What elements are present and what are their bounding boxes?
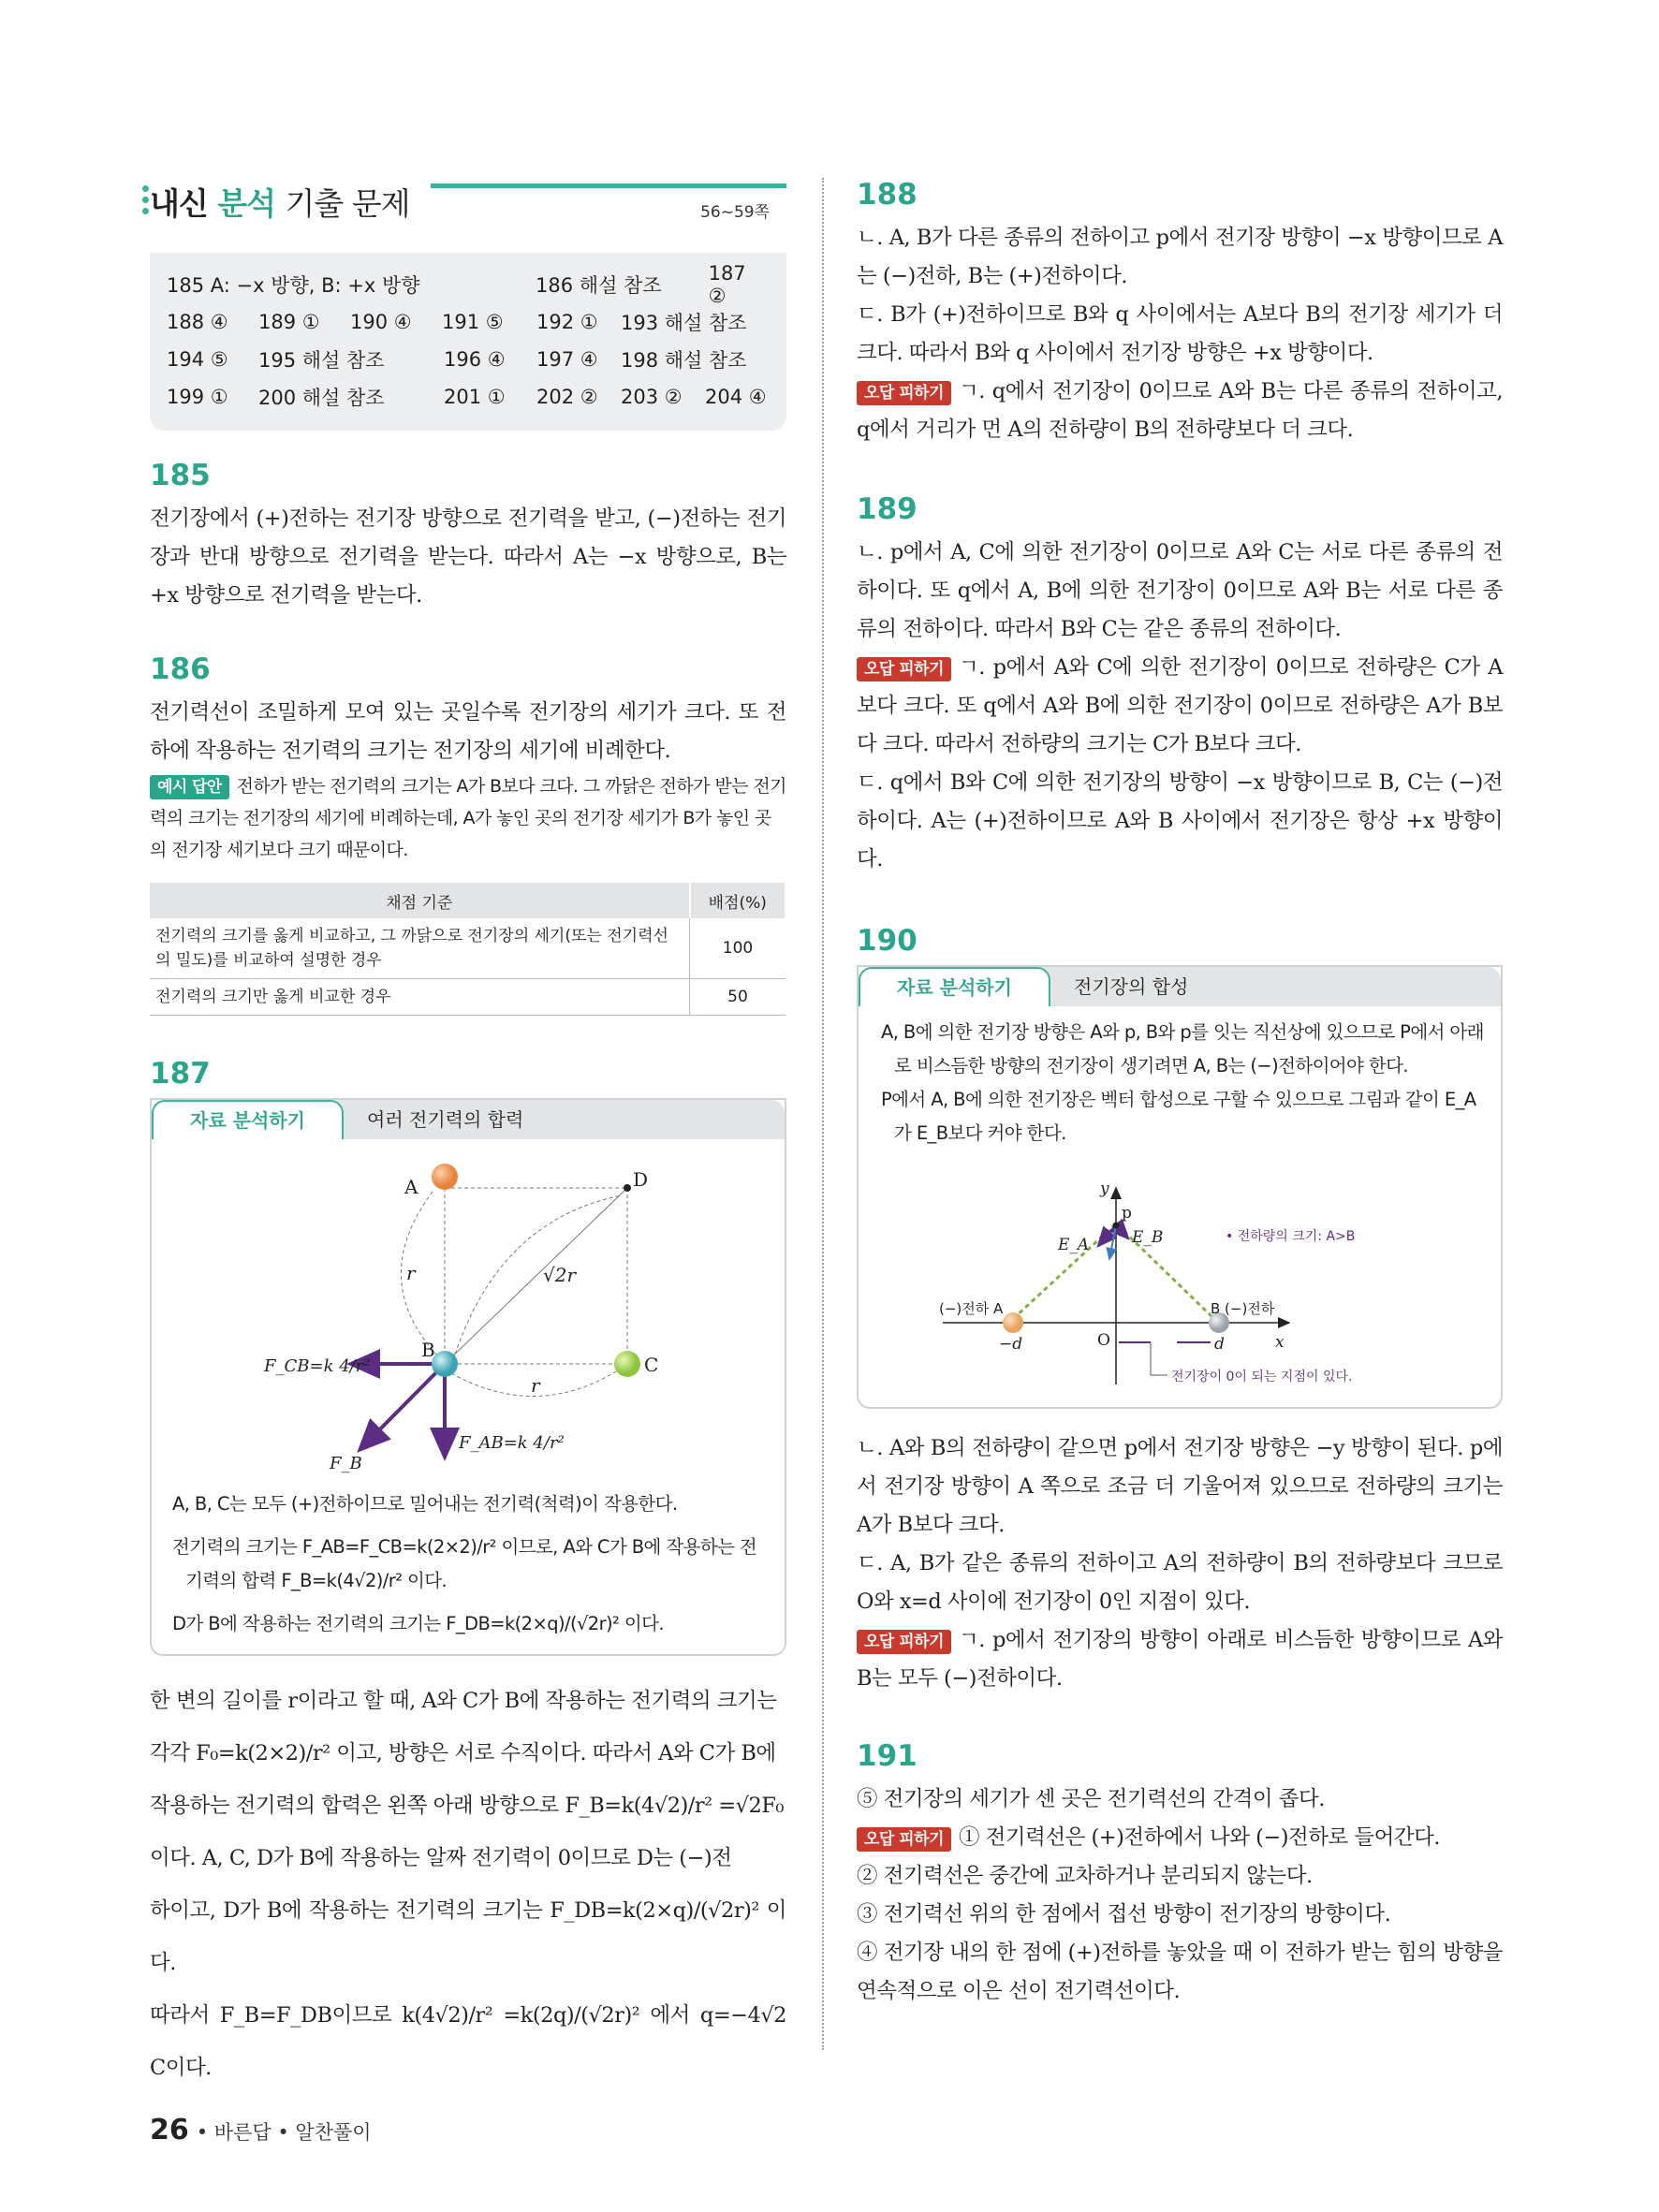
answer-item: 201 ① [444, 386, 506, 408]
answer-item: 187 ② [708, 262, 746, 307]
answer-item: 194 ⑤ [167, 348, 228, 371]
label-eb: E_B [1132, 1228, 1164, 1247]
answer-item: 186 해설 참조 [536, 274, 662, 297]
solution-line: 각각 F₀=k(2×2)/r² 이고, 방향은 서로 수직이다. 따라서 A와 C가 B에 [150, 1741, 776, 1765]
right-column [857, 178, 1503, 2011]
question-number-186: 186 [150, 652, 211, 686]
page-footer [150, 2114, 372, 2146]
field-diagram [859, 1150, 1501, 1403]
charge-c [614, 1351, 640, 1377]
q190-solution [857, 1429, 1503, 1698]
answer-row [167, 378, 770, 416]
column-divider [822, 178, 824, 2050]
q190-analysis-box [857, 965, 1503, 1409]
solution-line: 작용하는 전기력의 합력은 왼쪽 아래 방향으로 F_B=k(4√2)/r² =√2F₀ [150, 1794, 784, 1818]
force-b-arrow [360, 1364, 445, 1450]
label-fab: F_AB=k 4/r² [459, 1433, 565, 1453]
label-r: r [531, 1374, 540, 1397]
q187-bullets [152, 1480, 785, 1654]
question-number-185: 185 [150, 459, 211, 492]
answer-item: 185 A: −x 방향, B: +x 방향 [167, 274, 420, 297]
answer-row [167, 262, 770, 307]
charge-a [432, 1164, 458, 1190]
q189-line: ㄷ. q에서 B와 C에 의한 전기장의 방향이 −x 방향이므로 B, C는 (−)전하이다. A는 (+)전하이므로 A와 B 사이에서 전기장은 항상 +x 방향이다. [857, 770, 1503, 872]
label-neg-d: −d [999, 1335, 1023, 1354]
grading-score-cell: 50 [690, 979, 786, 1016]
q187-analysis-box [150, 1098, 786, 1656]
q191-line: ② 전기력선은 중간에 교차하거나 분리되지 않는다. [857, 1864, 1313, 1888]
label-d: D [633, 1168, 649, 1191]
note-charge-size: • 전하량의 크기: A>B [1226, 1229, 1356, 1244]
answer-item: 192 ① [536, 311, 598, 333]
question-number-191: 191 [857, 1739, 918, 1773]
grading-header-score: 배점(%) [690, 883, 786, 918]
label-x: x [1275, 1333, 1285, 1352]
q189-wrong [857, 649, 1503, 764]
answer-item: 190 ④ [350, 311, 412, 333]
table-row [150, 918, 785, 979]
page-range: 56~59쪽 [700, 203, 770, 222]
section-header [150, 178, 786, 253]
analysis-tabs [152, 1100, 785, 1139]
answer-item: 202 ② [536, 386, 598, 408]
label-fcb: F_CB=k 4/r² [264, 1356, 371, 1376]
point-p [1113, 1223, 1120, 1229]
label-r: r [406, 1262, 416, 1284]
label-charge-b: B (−)전하 [1211, 1300, 1275, 1317]
solution-line: 이다. A, C, D가 B에 작용하는 알짜 전기력이 0이므로 D는 (−)전 [150, 1846, 732, 1870]
label-p: p [1122, 1204, 1132, 1223]
wrong-avoid-badge: 오답 피하기 [857, 1827, 951, 1852]
question-number-190: 190 [857, 924, 918, 958]
grading-table [150, 883, 786, 1016]
analysis-tab: 자료 분석하기 [152, 1100, 344, 1139]
answer-item: 197 ④ [536, 348, 598, 371]
analysis-bullet: A, B, C는 모두 (+)전하이므로 밀어내는 전기력(척력)이 작용한다. [172, 1493, 678, 1515]
q190-line: ㄱ. p에서 전기장의 방향이 아래로 비스듬한 방향이므로 A와 B는 모두 (−)전하이다. [857, 1628, 1503, 1691]
answer-item: 203 ② [621, 386, 683, 408]
analysis-bullet: 전기력의 크기는 F_AB=F_CB=k(2×2)/r² 이므로, A와 C가 B에 작용하는 전기력의 합력 F_B=k(4√2)/r² 이다. [172, 1536, 757, 1591]
wrong-avoid-badge: 오답 피하기 [857, 381, 951, 405]
analysis-tab: 자료 분석하기 [859, 967, 1050, 1006]
answer-item: 195 해설 참조 [258, 349, 385, 372]
q189-line: ㄱ. p에서 A와 C에 의한 전기장이 0이므로 전하량은 C가 A보다 크다. 또 q에서 A와 B에 의한 전기장이 0이므로 전하량은 A가 B보다 크다. 따라서 전하량의 크기는 C가 B보다 크다. [857, 655, 1503, 756]
grading-header-criteria: 채점 기준 [150, 883, 690, 918]
answer-item: 191 ⑤ [442, 311, 504, 333]
note-zero-field: 전기장이 0이 되는 지점이 있다. [1171, 1370, 1353, 1384]
page-number: 26 [150, 2114, 189, 2146]
analysis-bullet: A, B에 의한 전기장 방향은 A와 p, B와 p를 잇는 직선상에 있으므로 P에서 아래로 비스듬한 방향의 전기장이 생기려면 A, B는 (−)전하이어야 한다. [881, 1021, 1484, 1077]
q190-bullets [859, 1006, 1501, 1150]
answer-item: 196 ④ [444, 348, 506, 371]
q190-line: ㄷ. A, B가 같은 종류의 전하이고 A의 전하량이 B의 전하량보다 크므로 O와 x=d 사이에 전기장이 0인 지점이 있다. [857, 1551, 1503, 1614]
label-a: A [404, 1176, 418, 1198]
q191-line: ④ 전기장 내의 한 점에 (+)전하를 놓았을 때 이 전하가 받는 힘의 방향을 연속적으로 이은 선이 전기력선이다. [857, 1941, 1503, 2003]
label-d: d [1214, 1335, 1225, 1354]
section-title [150, 180, 410, 224]
answer-item: 188 ④ [167, 311, 228, 333]
label-sqrt2r: √2r [543, 1264, 577, 1286]
analysis-bullet: P에서 A, B에 의한 전기장은 벡터 합성으로 구할 수 있으므로 그림과 같이 E_A가 E_B보다 커야 한다. [881, 1089, 1476, 1144]
q188-line: ㄴ. A, B가 다른 종류의 전하이고 p에서 전기장 방향이 −x 방향이므로 A는 (−)전하, B는 (+)전하이다. [857, 226, 1503, 288]
diagonal-line [445, 1188, 627, 1364]
label-fb: F_B [330, 1454, 362, 1473]
q189-line: ㄴ. p에서 A, C에 의한 전기장이 0이므로 A와 C는 서로 다른 종류의 전하이다. 또 q에서 A, B에 의한 전기장이 0이므로 A와 B는 서로 다른 종류의 전하이다. 따라서 B와 C는 같은 종류의 전하이다. [857, 540, 1503, 641]
q190-wrong [857, 1621, 1503, 1698]
grading-score-cell: 100 [690, 918, 786, 979]
q190-line: ㄴ. A와 B의 전하량이 같으면 p에서 전기장 방향은 −y 방향이 된다. p에서 전기장 방향이 A 쪽으로 조금 더 기울어져 있으므로 전하량의 크기는 A가 B보다 크다. [857, 1436, 1503, 1537]
force-diagram [152, 1139, 785, 1476]
q188-line: ㄱ. q에서 전기장이 0이므로 A와 B는 다른 종류의 전하이고, q에서 거리가 먼 A의 전하량이 B의 전하량보다 더 크다. [857, 379, 1503, 442]
title-part-c: 기출 문제 [285, 185, 410, 222]
title-part-a: 내신 [150, 185, 208, 222]
answer-item: 199 ① [167, 386, 228, 408]
q191-wrong [857, 1819, 1503, 1857]
q186-text: 전기력선이 조밀하게 모여 있는 곳일수록 전기장의 세기가 크다. 또 전하에 작용하는 전기력의 크기는 전기장의 세기에 비례한다. [150, 700, 786, 763]
sample-answer-text: 전하가 받는 전기력의 크기는 A가 B보다 크다. 그 까닭은 전하가 받는 전기력의 크기는 전기장의 세기에 비례하는데, A가 놓인 곳의 전기장 세기가 B가 놓인 곳의 전기장 세기보다 크기 때문이다. [150, 776, 786, 860]
q188-wrong [857, 373, 1503, 449]
label-charge-a: (−)전하 A [939, 1300, 1004, 1317]
wrong-avoid-badge: 오답 피하기 [857, 1630, 951, 1654]
answer-item: 200 해설 참조 [258, 387, 385, 409]
analysis-tabs [859, 967, 1501, 1006]
label-y: y [1100, 1179, 1109, 1198]
answer-row [167, 303, 770, 341]
q186-sample-answer [150, 770, 786, 866]
q187-solution [150, 1675, 786, 2094]
answer-item: 198 해설 참조 [621, 349, 747, 372]
charge-b [432, 1351, 458, 1377]
sample-answer-badge: 예시 답안 [150, 775, 229, 799]
answer-item: 204 ④ [705, 386, 767, 408]
q188-line: ㄷ. B가 (+)전하이므로 B와 q 사이에서는 A보다 B의 전기장 세기가 더 크다. 따라서 B와 q 사이에서 전기장 방향은 +x 방향이다. [857, 302, 1503, 365]
left-column [150, 178, 786, 2094]
distance-arc [453, 1195, 622, 1360]
answer-key-box [150, 253, 786, 431]
question-number-189: 189 [857, 492, 918, 526]
answer-item: 189 ① [258, 311, 320, 333]
solution-line: 하이고, D가 B에 작용하는 전기력의 크기는 F_DB=k(2×q)/(√2r)² 이다. [150, 1898, 786, 1975]
grading-criteria-cell: 전기력의 크기를 옳게 비교하고, 그 까닭으로 전기장의 세기(또는 전기력선의 밀도)를 비교하여 설명한 경우 [150, 918, 690, 979]
analysis-topic: 여러 전기력의 합력 [367, 1108, 524, 1131]
q191-line: ③ 전기력선 위의 한 점에서 접선 방향이 전기장의 방향이다. [857, 1902, 1391, 1926]
analysis-bullet: D가 B에 작용하는 전기력의 크기는 F_DB=k(2×q)/(√2r)² 이다. [172, 1613, 664, 1634]
header-dots-icon [142, 185, 150, 219]
table-row [150, 979, 785, 1016]
question-number-188: 188 [857, 178, 918, 212]
title-part-b: 분석 [217, 185, 276, 222]
analysis-topic: 전기장의 합성 [1074, 975, 1189, 998]
label-b: B [421, 1339, 435, 1361]
charge-a [1003, 1312, 1023, 1333]
label-ea: E_A [1058, 1236, 1090, 1254]
question-number-187: 187 [150, 1057, 211, 1091]
answer-row [167, 341, 770, 378]
q191-line: ① 전기력선은 (+)전하에서 나와 (−)전하로 들어간다. [959, 1825, 1440, 1850]
q191-line: ⑤ 전기장의 세기가 센 곳은 전기력선의 간격이 좁다. [857, 1787, 1325, 1811]
footer-text: • 바른답 • 알찬풀이 [196, 2121, 372, 2144]
solution-line: 한 변의 길이를 r이라고 할 때, A와 C가 B에 작용하는 전기력의 크기는 [150, 1689, 777, 1713]
header-rule [431, 183, 786, 188]
point-d [624, 1184, 631, 1192]
label-c: C [644, 1354, 659, 1376]
solution-line: 따라서 F_B=F_DB이므로 k(4√2)/r² =k(2q)/(√2r)² 에서 q=−4√2 C이다. [150, 2003, 786, 2080]
grading-criteria-cell: 전기력의 크기만 옳게 비교한 경우 [150, 979, 690, 1016]
wrong-avoid-badge: 오답 피하기 [857, 657, 951, 681]
answer-item: 193 해설 참조 [621, 312, 747, 334]
label-o: O [1097, 1331, 1110, 1350]
q185-text: 전기장에서 (+)전하는 전기장 방향으로 전기력을 받고, (−)전하는 전기장과 반대 방향으로 전기력을 받는다. 따라서 A는 −x 방향으로, B는 +x 방향으로 전기력을 받는다. [150, 506, 786, 608]
